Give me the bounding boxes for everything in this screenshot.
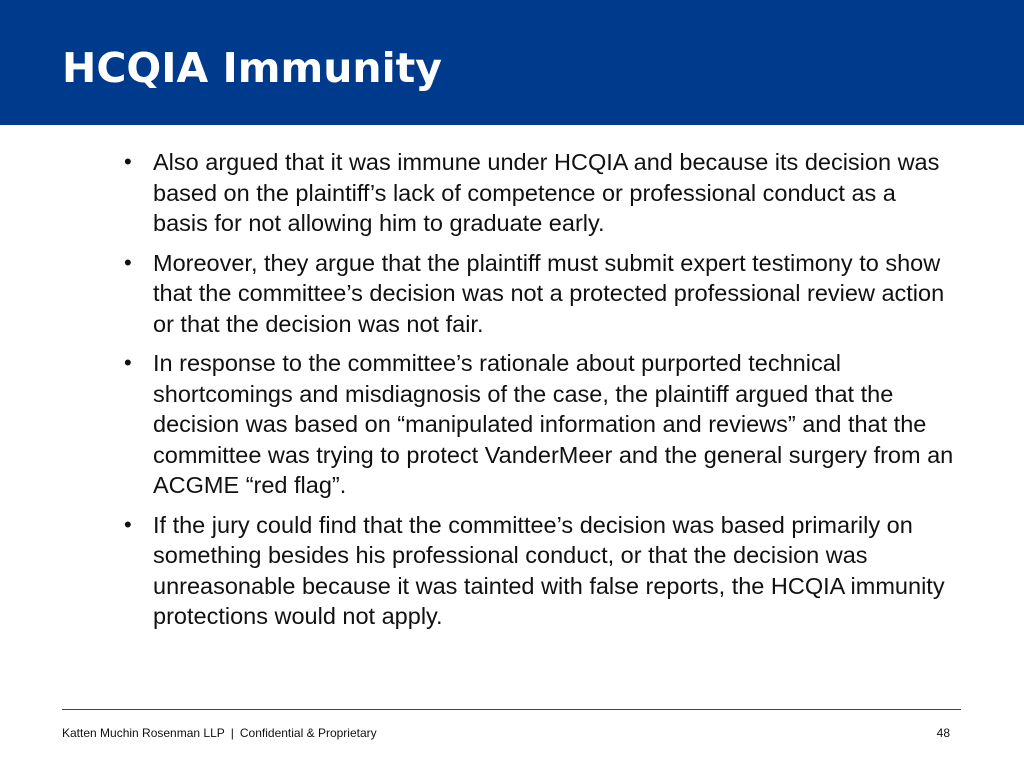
footer-firm-name: Katten Muchin Rosenman LLP [62,726,225,740]
bullet-dot-icon: • [124,249,132,275]
bullet-text: Moreover, they argue that the plaintiff must submit expert testimony to show that the committee’s decision was not a protected professional review action or that the decision was not fair. [153,249,945,337]
bullet-text: Also argued that it was immune under HCQIA and because its decision was based on the plaintiff’s lack of competence or professional conduct as a basis for not allowing him to graduate early. [153,149,940,236]
bullet-text: In response to the committee’s rationale about purported technical shortcomings and misdiagnosis of the case, the plaintiff argued that the decision was based on “manipulated information and reviews” and that the committee was trying to protect VanderMeer and the general surgery from an ACGME “red flag”. [153,350,954,498]
bullet-dot-icon: • [124,350,132,375]
bullet-dot-icon: • [124,511,132,537]
title-bar [0,0,1024,125]
slide-title: HCQIA Immunity [62,44,442,92]
footer-text [62,725,377,741]
footer-confidential-notice: Confidential & Proprietary [239,726,377,740]
footer-divider [62,709,961,710]
bullet-item [124,248,954,340]
page-number: 48 [936,726,950,740]
bullet-list [124,147,954,641]
bullet-item [124,510,954,632]
bullet-text: If the jury could find that the committee’s decision was based primarily on something besides his professional conduct, or that the decision was unreasonable because it was tainted with false reports, the HCQIA immunity protections would not apply. [153,511,945,629]
bullet-dot-icon: • [124,149,132,174]
footer-separator: | [230,726,234,740]
bullet-item [124,348,954,501]
bullet-item [124,147,954,239]
